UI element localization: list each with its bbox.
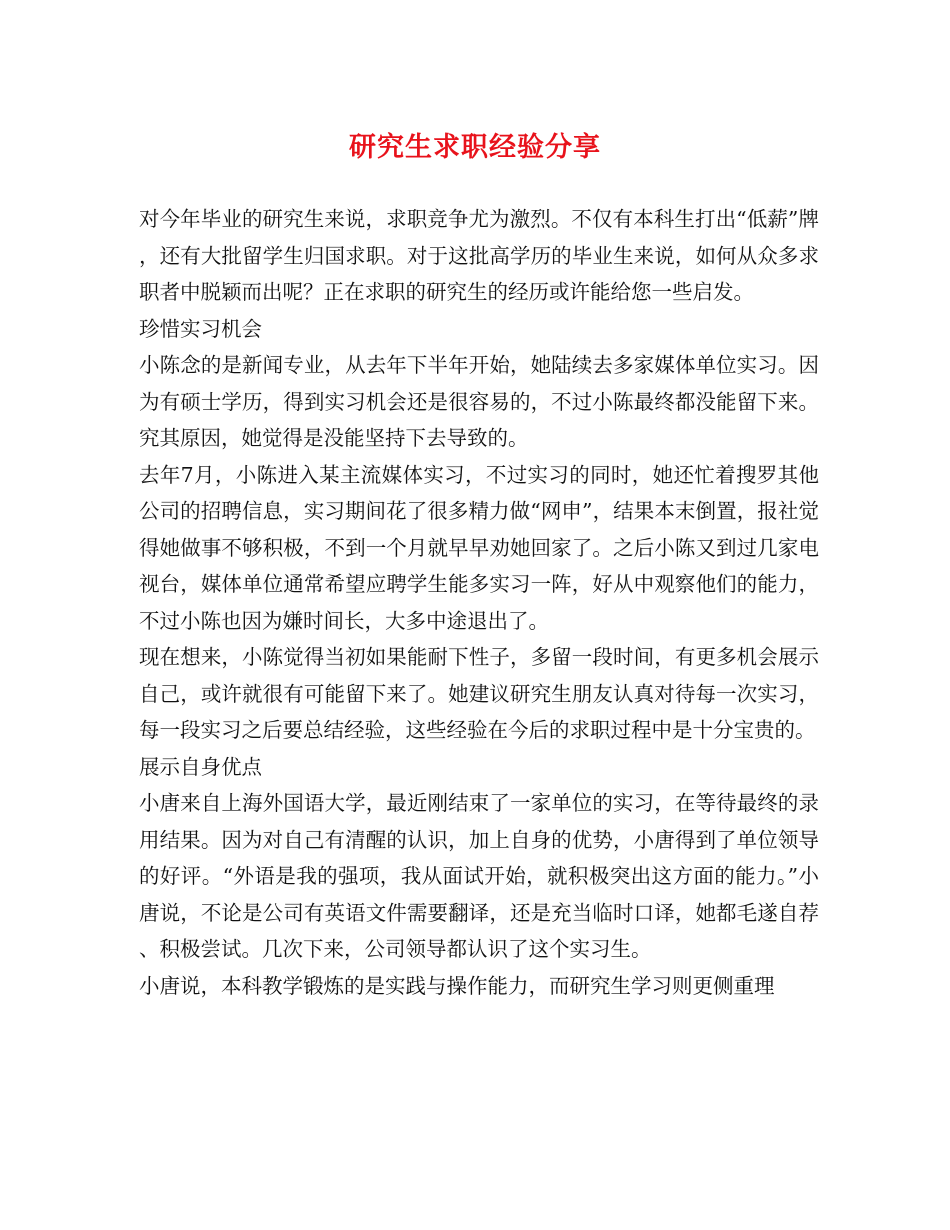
page-title: 研究生求职经验分享 <box>349 132 601 163</box>
body-paragraph: 去年7月，小陈进入某主流媒体实习，不过实习的同时，她还忙着搜罗其他公司的招聘信息，实习期间花了很多精力做“网申”，结果本末倒置，报社觉得她做事不够积极，不到一个月就早早劝她回家了。之后小陈又到过几家电视台，媒体单位通常希望应聘学生能多实习一阵，好从中观察他们的能力，不过小陈也因为嫌时间长，大多中途退出了。 <box>139 462 819 633</box>
body-paragraph: 小陈念的是新闻专业，从去年下半年开始，她陆续去多家媒体单位实习。因为有硕士学历，得到实习机会还是很容易的，不过小陈最终都没能留下来。究其原因，她觉得是没能坚持下去导致的。 <box>139 353 819 450</box>
document-body <box>139 201 819 1004</box>
body-paragraph: 小唐说，本科教学锻炼的是实践与操作能力，而研究生学习则更侧重理 <box>139 973 775 998</box>
body-paragraph: 现在想来，小陈觉得当初如果能耐下性子，多留一段时间，有更多机会展示自己，或许就很有可能留下来了。她建议研究生朋友认真对待每一次实习，每一段实习之后要总结经验，这些经验在今后的求职过程中是十分宝贵的。 <box>139 645 819 742</box>
section-heading-strengths: 展示自身优点 <box>139 754 262 779</box>
section-heading-internship: 珍惜实习机会 <box>139 316 262 341</box>
intro-paragraph: 对今年毕业的研究生来说，求职竞争尤为激烈。不仅有本科生打出“低薪”牌，还有大批留学生归国求职。对于这批高学历的毕业生来说，如何从众多求职者中脱颖而出呢？正在求职的研究生的经历或许能给您一些启发。 <box>139 207 819 304</box>
body-paragraph: 小唐来自上海外国语大学，最近刚结束了一家单位的实习，在等待最终的录用结果。因为对自己有清醒的认识，加上自身的优势，小唐得到了单位领导的好评。“外语是我的强项，我从面试开始，就积极突出这方面的能力。”小唐说，不论是公司有英语文件需要翻译，还是充当临时口译，她都毛遂自荐、积极尝试。几次下来，公司领导都认识了这个实习生。 <box>139 791 819 961</box>
